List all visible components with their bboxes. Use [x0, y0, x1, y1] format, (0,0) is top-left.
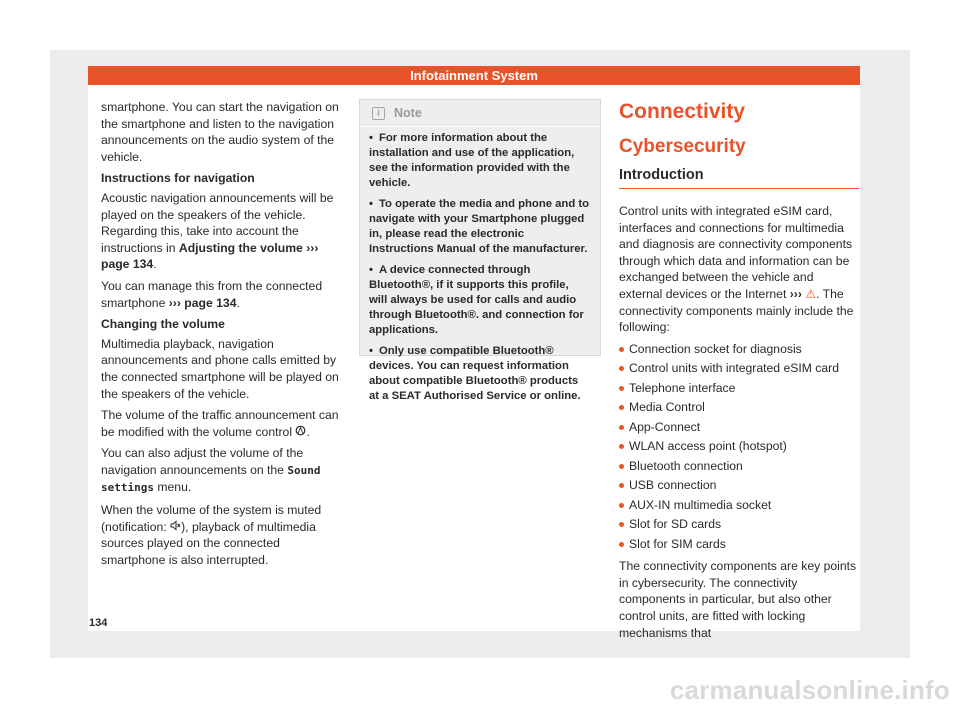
column-left: [101, 99, 341, 573]
note-header: [360, 100, 600, 127]
volume-knob-icon: [295, 424, 306, 441]
mute-icon: [170, 519, 181, 536]
list-item: Connection socket for diagnosis: [619, 341, 859, 358]
section-title: Connectivity: [619, 100, 746, 123]
list-item: Bluetooth connection: [619, 458, 859, 475]
list-item: Media Control: [619, 399, 859, 416]
paragraph: The connectivity components are key points in cybersecurity. The connectivity components in particular, but also other control units, are fitted with locking mechanisms that: [619, 559, 857, 640]
subsection-title: Cybersecurity: [619, 136, 746, 157]
page-header: Infotainment System: [88, 66, 860, 85]
note-box: [359, 99, 601, 402]
list-item: Control units with integrated eSIM card: [619, 360, 859, 377]
list-item: Slot for SD cards: [619, 516, 859, 533]
paragraph: smartphone. You can start the navigation on the smartphone and listen to the navigation announcements on the audio system of the vehicle.: [101, 100, 339, 164]
list-item: Slot for SIM cards: [619, 536, 859, 553]
page-reference-link[interactable]: ››› page 134: [101, 240, 319, 272]
list-item: AUX-IN multimedia socket: [619, 497, 859, 514]
list-item: WLAN access point (hotspot): [619, 438, 859, 455]
warning-icon: ⚠: [805, 286, 817, 301]
list-item: USB connection: [619, 477, 859, 494]
list-item: App-Connect: [619, 419, 859, 436]
note-item: • Only use compatible Bluetooth® devices. You can request information about compatible Bluetooth® products at a SEAT Authorised Service or online.: [369, 344, 590, 404]
warning-reference-link[interactable]: ›››: [789, 286, 802, 301]
paragraph: Multimedia playback, navigation announcements and phone calls emitted by the connected smartphone will be played on the speakers of the vehicle.: [101, 336, 339, 401]
paragraph: Control units with integrated eSIM card, interfaces and connections for multimedia and diagnosis are connectivity components through which data and information can be exchanged between the vehicle and external devices or the Internet ››› ⚠. The connectivity components mainly include the following:: [619, 204, 854, 335]
subheading-volume: Changing the volume: [101, 317, 225, 332]
note-item: • For more information about the installation and use of the application, see the information provided with the vehicle.: [369, 131, 590, 191]
note-label: Note: [394, 106, 422, 120]
page-number: 134: [89, 617, 108, 629]
note-item: • To operate the media and phone and to navigate with your Smartphone plugged in, please read the electronic Instructions Manual of the manufacturer.: [369, 197, 590, 257]
paragraph: Acoustic navigation announcements will be played on the speakers of the vehicle. Regarding this, take into account the instructions in Adjusting the volume ››› page 134.: [101, 190, 334, 272]
note-item: • A device connected through Bluetooth®, if it supports this profile, will always be used for calls and audio through Bluetooth®. and connection for applications.: [369, 263, 590, 338]
paragraph: You can manage this from the connected smartphone ››› page 134.: [101, 278, 323, 310]
subheading-navigation: Instructions for navigation: [101, 171, 255, 186]
watermark: carmanualsonline.info: [669, 675, 950, 705]
paragraph: The volume of the traffic announcement can be modified with the volume control .: [101, 408, 339, 439]
info-icon: i: [372, 107, 385, 120]
page-reference-link[interactable]: ››› page 134: [168, 295, 237, 310]
menu-name: Sound settings: [101, 463, 321, 495]
topic-title: Introduction: [619, 165, 859, 189]
component-list: [619, 341, 859, 552]
note-body: [360, 127, 600, 404]
paragraph: You can also adjust the volume of the navigation announcements on the Sound settings menu.: [101, 446, 321, 495]
cross-reference-link[interactable]: Adjusting the volume: [178, 240, 303, 255]
column-right: [619, 99, 859, 646]
paragraph: When the volume of the system is muted (notification: ), playback of multimedia sources played on the connected smartphone is also interrupted.: [101, 503, 322, 567]
list-item: Telephone interface: [619, 380, 859, 397]
